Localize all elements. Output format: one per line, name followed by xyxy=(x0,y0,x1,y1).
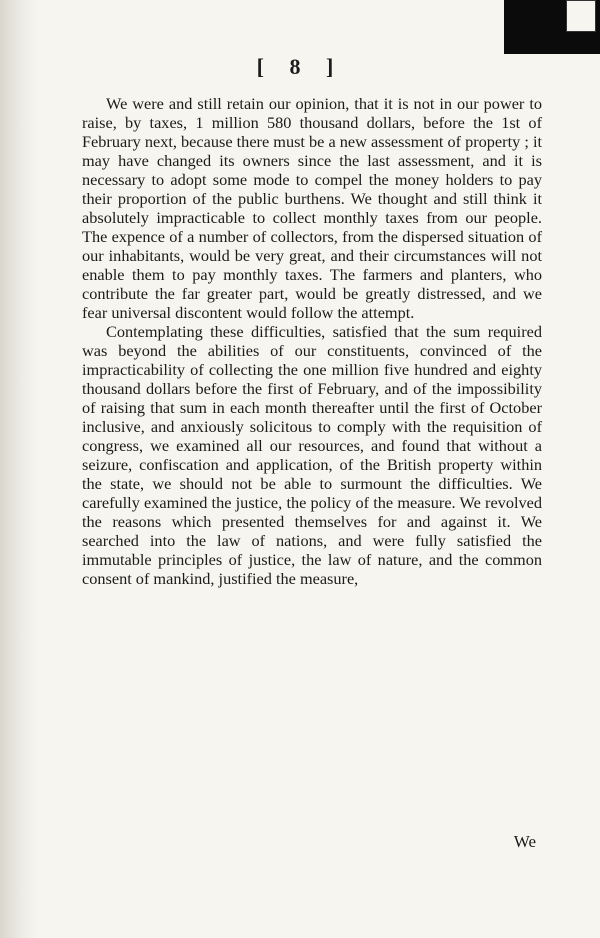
catchword: We xyxy=(513,832,536,851)
paragraph-1: We were and still retain our opinion, that it is not in our power to raise, by taxes, 1 million 580 thousand dollars, before the 1st of February next, because there must be a new assessment of property ; it may have changed its owners since the last assessment, and it is necessary to adopt some mode to compel the money holders to pay their proportion of the public burthens. We thought and still think it absolutely impracticable to collect monthly taxes from our people. The expence of a number of collectors, from the dispersed situation of our inhabitants, would be very great, and their circumstances will not enable them to pay monthly taxes. The farmers and planters, who contribute the far greater part, would be greatly distressed, and we fear universal discontent would follow the attempt. xyxy=(82,94,542,322)
page-gutter xyxy=(0,0,38,938)
paragraph-2: Contemplating these difficulties, satisfied that the sum required was beyond the abilities of our constituents, convinced of the impracticability of collecting the one million five hundred and eighty thousand dollars before the first of February, and of the impossibility of raising that sum in each month thereafter until the first of October inclusive, and anxiously solicitous to comply with the requisition of congress, we examined all our resources, and found that without a seizure, confiscation and application, of the British property within the state, we should not be able to surmount the difficulties. We carefully examined the justice, the policy of the measure. We revolved the reasons which presented themselves for and against it. We searched into the law of nations, and were fully satisfied the immutable principles of justice, the law of nature, and the common consent of mankind, justified the measure, xyxy=(82,322,542,588)
body-text xyxy=(82,94,542,588)
page-corner-tab xyxy=(566,0,596,32)
page-number-header: [ 8 ] xyxy=(256,54,344,79)
